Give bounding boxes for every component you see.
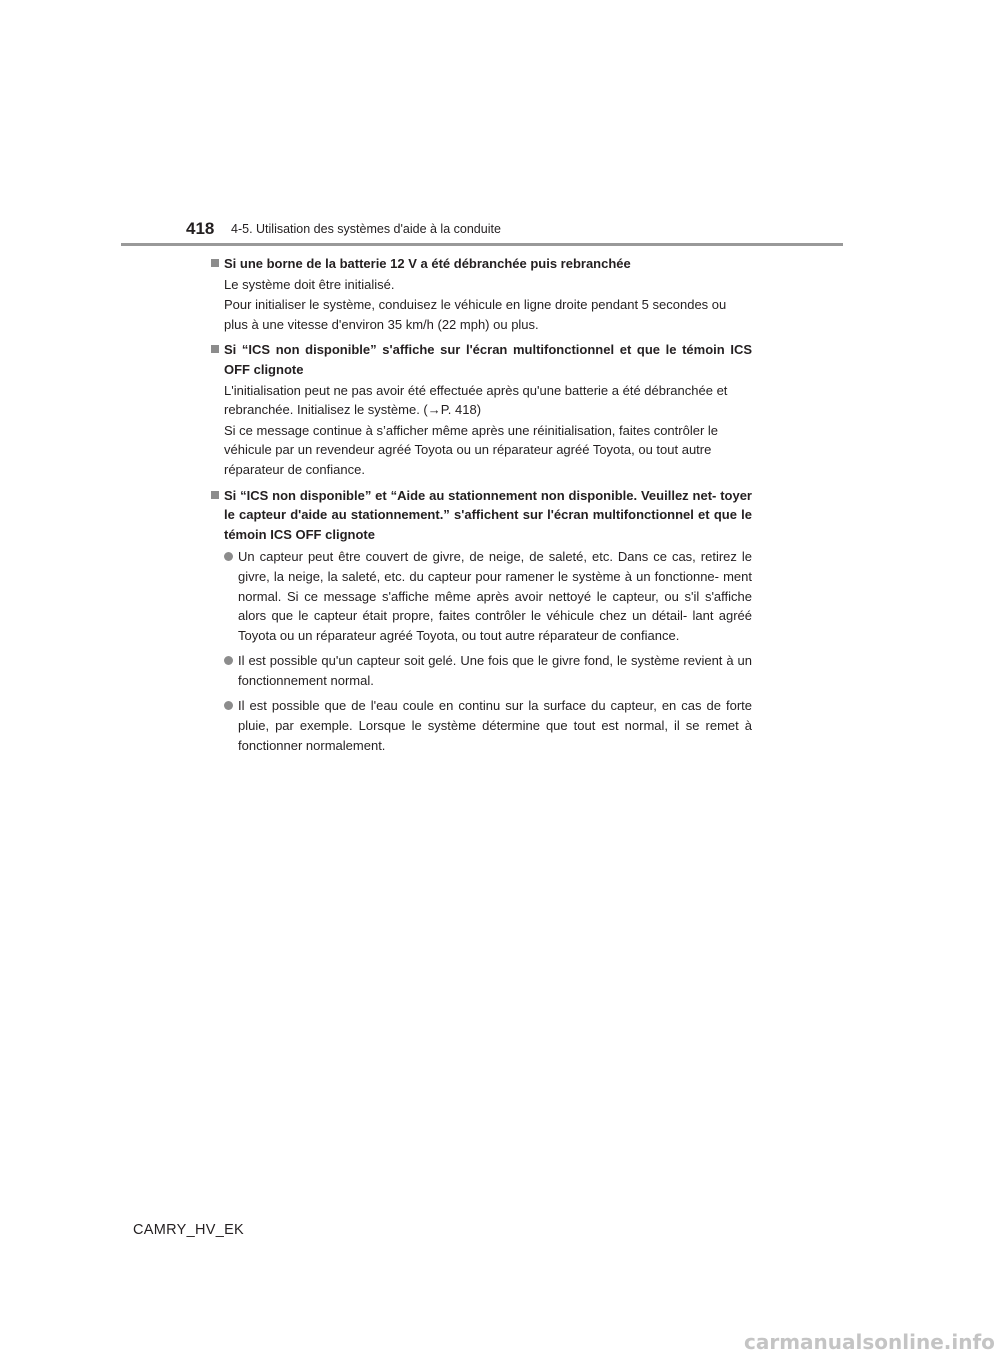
section-ics-and-parking-aid-unavailable [210, 486, 752, 756]
watermark: carmanualsonline.info [744, 1330, 995, 1354]
list-item [210, 696, 752, 755]
paragraph: Le système doit être initialisé. [224, 276, 395, 292]
square-bullet-icon [211, 259, 219, 267]
list-item-text: Un capteur peut être couvert de givre, de neige, de saleté, etc. Dans ce cas, retirez le givre, la neige, la saleté, etc. du capteur pour ramener le système à un fonctionne- ment normal. Si ce message s'affiche même après avoir nettoyé le capteur, ou s'il s'affiche alors que le capteur était propre, faites contrôler le véhicule chez un détail- lant agréé Toyota ou un réparateur agréé Toyota, ou tout autre réparateur de confiance. [238, 549, 752, 643]
paragraph-text: ) [476, 402, 482, 418]
paragraph: Si ce message continue à s’afficher même après une réinitialisation, faites contrôler le véhicule par un revendeur agréé Toyota ou un réparateur agréé Toyota, ou tout autre réparateur de confiance. [224, 422, 719, 477]
section-heading [210, 340, 752, 379]
circle-bullet-icon [224, 656, 233, 665]
section-ics-unavailable [210, 340, 752, 479]
paragraph: Pour initialiser le système, conduisez le véhicule en ligne droite pendant 5 secondes ou plus à une vitesse d'environ 35 km/h (22 mph) ou plus. [224, 297, 727, 332]
model-code: CAMRY_HV_EK [133, 1222, 245, 1238]
header-divider [121, 243, 843, 246]
arrow-right-icon: → [427, 402, 441, 418]
list-item [210, 651, 752, 690]
section-heading-text: Si “ICS non disponible” et “Aide au stationnement non disponible. Veuillez net- toyer le capteur d'aide au stationnement.” s'affichent sur l'écran multifonctionnel et que le témoin ICS OFF clignote [224, 487, 752, 542]
section-heading-text: Si “ICS non disponible” s'affiche sur l'écran multifonctionnel et que le témoin ICS OFF clignote [224, 342, 752, 377]
paragraph [210, 381, 752, 420]
section-battery-reconnect [210, 254, 752, 334]
chapter-title: 4-5. Utilisation des systèmes d'aide à la conduite [231, 222, 501, 236]
square-bullet-icon [211, 491, 219, 499]
list-item [210, 547, 752, 645]
circle-bullet-icon [224, 552, 233, 561]
section-heading [210, 254, 752, 274]
page-content [210, 254, 752, 761]
list-item-text: Il est possible que de l'eau coule en continu sur la surface du capteur, en cas de forte pluie, par exemple. Lorsque le système détermine que tout est normal, il se remet à fonctionner normalement. [238, 698, 752, 753]
page-reference-link[interactable]: P. 418 [440, 402, 477, 418]
page-number: 418 [186, 219, 215, 238]
square-bullet-icon [211, 345, 219, 353]
list-item-text: Il est possible qu'un capteur soit gelé. Une fois que le givre fond, le système revient à un fonctionnement normal. [238, 653, 752, 688]
paragraph-text: L'initialisation peut ne pas avoir été effectuée après qu'une batterie a été débranchée et rebranchée. Initialisez le système. ( [224, 382, 728, 418]
circle-bullet-icon [224, 701, 233, 710]
section-heading [210, 486, 752, 545]
section-heading-text: Si une borne de la batterie 12 V a été débranchée puis rebranchée [224, 256, 631, 271]
